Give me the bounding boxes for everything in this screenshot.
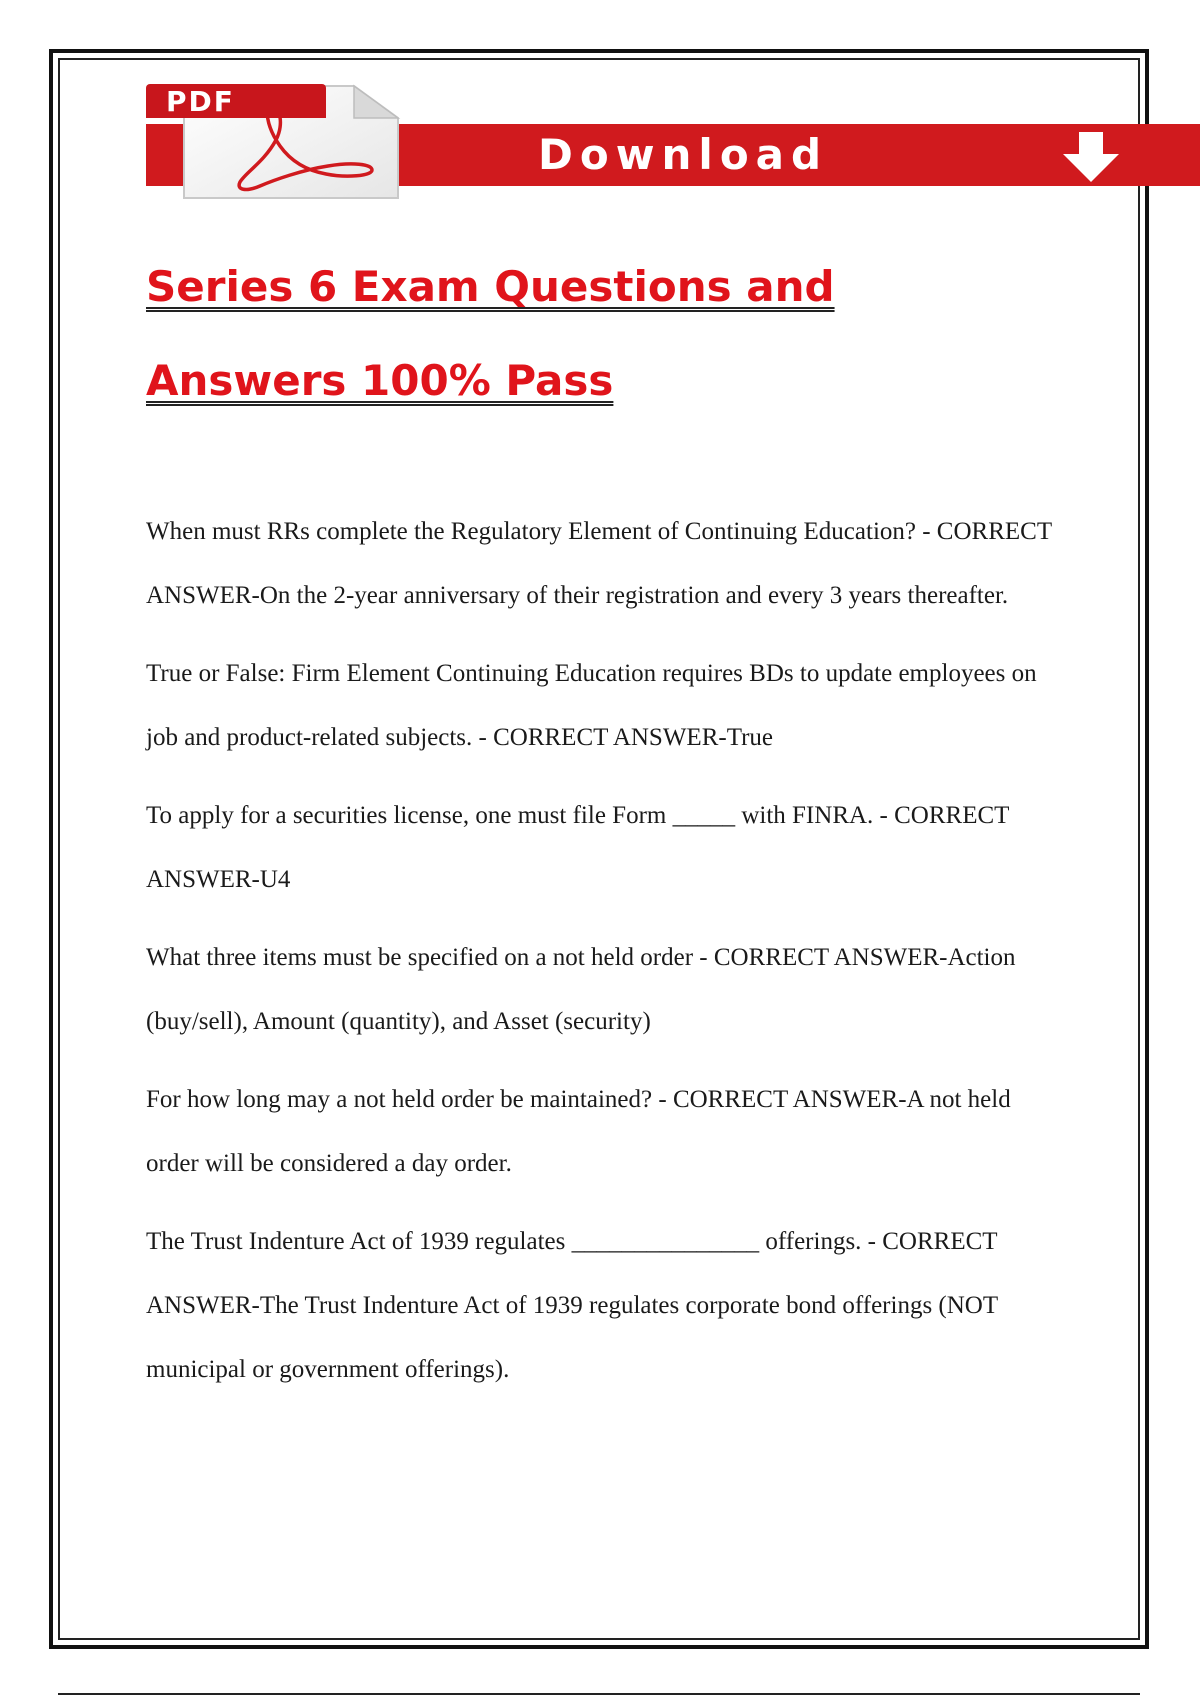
qa-item-6: The Trust Indenture Act of 1939 regulates _______________ offerings. - CORRECT ANSWER-The Trust Indenture Act of 1939 regulates corporate bond offerings (NOT municipal or government offerings). xyxy=(146,1228,998,1383)
download-arrow-icon xyxy=(1051,128,1131,184)
pdf-tab xyxy=(146,84,326,118)
title-line-1: Series 6 Exam Questions and xyxy=(146,262,835,311)
qa-item-4: What three items must be specified on a not held order - CORRECT ANSWER-Action (buy/sell), Amount (quantity), and Asset (security) xyxy=(146,944,1016,1035)
pdf-file-icon xyxy=(146,80,416,200)
qa-item-2: True or False: Firm Element Continuing Education requires BDs to update employees on job and product-related subjects. - CORRECT ANSWER-True xyxy=(146,660,1037,751)
footer-rule xyxy=(58,1693,1140,1695)
pdf-download-banner[interactable] xyxy=(146,80,1200,200)
qa-item-3: To apply for a securities license, one must file Form _____ with FINRA. - CORRECT ANSWER-U4 xyxy=(146,802,1009,893)
pdf-label: PDF xyxy=(166,85,235,118)
qa-list xyxy=(146,500,1066,1416)
title-line-2: Answers 100% Pass xyxy=(146,356,614,405)
qa-item-5: For how long may a not held order be maintained? - CORRECT ANSWER-A not held order will be considered a day order. xyxy=(146,1086,1011,1177)
document-title xyxy=(146,240,1046,428)
download-label: Download xyxy=(538,130,829,179)
qa-item-1: When must RRs complete the Regulatory Element of Continuing Education? - CORRECT ANSWER-On the 2-year anniversary of their registration and every 3 years thereafter. xyxy=(146,518,1052,609)
